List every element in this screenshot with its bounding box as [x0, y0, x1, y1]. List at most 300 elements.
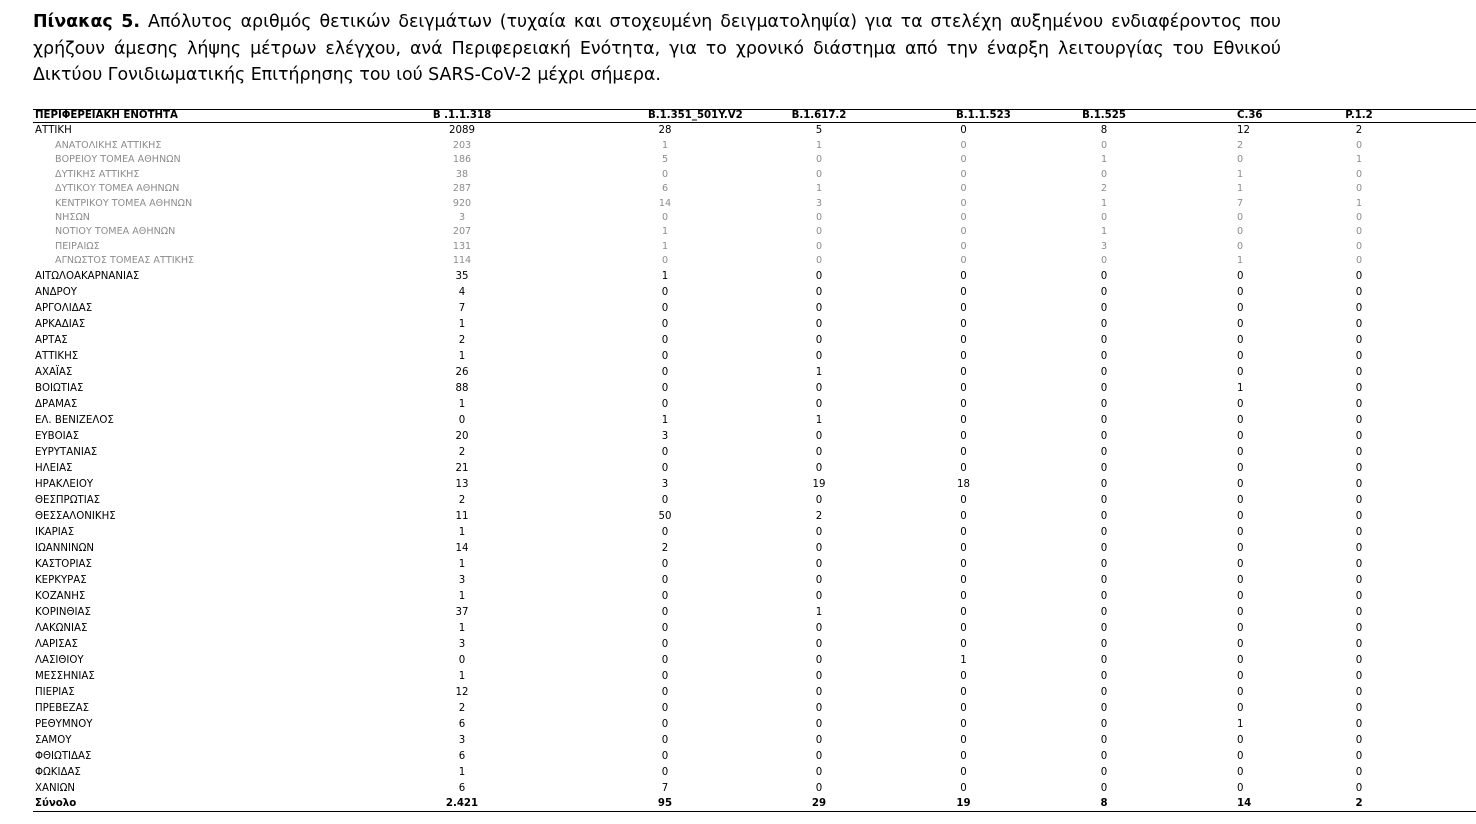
cell-b1351: 0 — [661, 638, 669, 650]
caption-lead: Πίνακας 5. — [33, 12, 140, 32]
cell-b1351: 0 — [661, 606, 669, 618]
cell-b11523: 1 — [960, 654, 967, 666]
sub-region-row — [33, 168, 1476, 182]
cell-b11523: 0 — [960, 462, 967, 474]
cell-region: ΚΕΡΚΥΡΑΣ — [35, 574, 87, 586]
cell-c36: 0 — [1237, 334, 1244, 346]
cell-p12: 2 — [1242, 797, 1476, 812]
cell-b1525: 8 — [1100, 125, 1108, 136]
cell-b1525: 0 — [1100, 302, 1108, 314]
cell-b1351: 3 — [661, 430, 669, 442]
table-row — [33, 269, 1476, 285]
table-row — [33, 557, 1476, 573]
cell-b1525: 0 — [1100, 398, 1108, 410]
cell-b16172: 29 — [682, 797, 956, 812]
cell-b11523: 0 — [960, 255, 967, 267]
cell-b1525: 0 — [1100, 270, 1108, 282]
cell-b11523: 0 — [960, 606, 967, 618]
cell-b11523: 0 — [960, 366, 967, 378]
cell-p12: 0 — [1355, 240, 1363, 252]
cell-p12: 0 — [1355, 302, 1363, 314]
cell-region: ΘΕΣΠΡΩΤΙΑΣ — [35, 494, 101, 506]
cell-b1351: 1 — [661, 414, 669, 426]
cell-b1351: 14 — [658, 197, 672, 209]
cell-b11318: 203 — [452, 140, 472, 151]
cell-b11523: 0 — [960, 638, 967, 650]
cell-region: ΑΡΓΟΛΙΔΑΣ — [35, 302, 93, 314]
cell-c36: 0 — [1237, 670, 1244, 682]
cell-b16172: 0 — [815, 654, 823, 666]
cell-b1525: 0 — [1100, 414, 1108, 426]
header-b11523: Β.1.1.523 — [956, 110, 1011, 121]
cell-b1525: 0 — [1100, 766, 1108, 778]
table-row — [33, 509, 1476, 525]
cell-b1525: 0 — [1100, 734, 1108, 746]
cell-c36: 0 — [1237, 302, 1244, 314]
cell-b11523: 0 — [960, 430, 967, 442]
table-header — [33, 110, 1476, 123]
table-row — [33, 637, 1476, 653]
cell-b11318: 1 — [458, 526, 466, 538]
cell-b1525: 0 — [1100, 478, 1108, 490]
cell-c36: 0 — [1237, 286, 1244, 298]
cell-b16172: 1 — [815, 183, 823, 195]
cell-p12: 0 — [1355, 526, 1363, 538]
cell-b1525: 0 — [1100, 622, 1108, 634]
cell-b1525: 1 — [1100, 197, 1108, 209]
cell-p12: 0 — [1355, 590, 1363, 602]
cell-b16172: 5 — [815, 125, 823, 136]
cell-b1525: 0 — [1100, 494, 1108, 506]
cell-b1351: 0 — [661, 302, 669, 314]
cell-c36: 0 — [1237, 366, 1244, 378]
cell-b16172: 0 — [815, 734, 823, 746]
cell-b11318: 6 — [458, 750, 466, 762]
cell-b11523: 0 — [960, 350, 967, 362]
cell-b11318: 131 — [452, 240, 472, 252]
cell-b11318: 1 — [458, 766, 466, 778]
cell-b1351: 0 — [661, 212, 669, 224]
cell-region: ΚΟΡΙΝΘΙΑΣ — [35, 606, 91, 618]
cell-b11318: 0 — [458, 414, 466, 426]
cell-b16172: 0 — [815, 494, 823, 506]
cell-b1525: 1 — [1100, 154, 1108, 166]
cell-b16172: 0 — [815, 750, 823, 762]
cell-b1351: 0 — [661, 286, 669, 298]
cell-b11318: 88 — [455, 382, 469, 394]
cell-region: ΜΕΣΣΗΝΙΑΣ — [35, 670, 95, 682]
cell-region: ΕΥΡΥΤΑΝΙΑΣ — [35, 446, 98, 458]
table-row — [33, 765, 1476, 781]
cell-b11318: 114 — [452, 255, 472, 267]
table-row — [33, 445, 1476, 461]
cell-c36: 1 — [1237, 168, 1244, 180]
cell-p12: 0 — [1355, 622, 1363, 634]
cell-region: ΗΛΕΙΑΣ — [35, 462, 73, 474]
cell-p12: 0 — [1355, 414, 1363, 426]
sub-region-row — [33, 225, 1476, 239]
cell-region: ΑΧΑΪΑΣ — [35, 366, 73, 378]
cell-p12: 0 — [1355, 654, 1363, 666]
cell-b16172: 0 — [815, 766, 823, 778]
cell-b16172: 0 — [815, 382, 823, 394]
cell-b11318: 920 — [452, 197, 472, 209]
cell-b11318: 1 — [458, 350, 466, 362]
cell-c36: 0 — [1237, 558, 1244, 570]
cell-c36: 0 — [1237, 446, 1244, 458]
cell-b16172: 0 — [815, 590, 823, 602]
cell-p12: 0 — [1355, 558, 1363, 570]
sub-region-row — [33, 197, 1476, 211]
cell-b1351: 0 — [661, 350, 669, 362]
cell-p12: 0 — [1355, 494, 1363, 506]
cell-region: ΑΤΤΙΚΗ — [35, 125, 72, 136]
cell-b16172: 0 — [815, 782, 823, 794]
cell-region: ΑΡΚΑΔΙΑΣ — [35, 318, 86, 330]
cell-b16172: 0 — [815, 702, 823, 714]
cell-c36: 0 — [1237, 430, 1244, 442]
cell-p12: 1 — [1355, 154, 1363, 166]
cell-region: Σύνολο — [33, 797, 276, 812]
cell-p12: 0 — [1355, 478, 1363, 490]
cell-p12: 1 — [1355, 197, 1363, 209]
cell-c36: 2 — [1237, 140, 1244, 151]
cell-b11318: 12 — [455, 686, 469, 698]
cell-p12: 0 — [1355, 270, 1363, 282]
table-row — [33, 301, 1476, 317]
cell-c36: 0 — [1237, 766, 1244, 778]
cell-region: ΝΟΤΙΟΥ ΤΟΜΕΑ ΑΘΗΝΩΝ — [55, 226, 176, 238]
cell-b16172: 0 — [815, 638, 823, 650]
cell-b1525: 0 — [1100, 718, 1108, 730]
table-row — [33, 749, 1476, 765]
cell-b16172: 0 — [815, 212, 823, 224]
cell-c36: 0 — [1237, 350, 1244, 362]
cell-region: ΦΘΙΩΤΙΔΑΣ — [35, 750, 92, 762]
cell-p12: 0 — [1355, 226, 1363, 238]
cell-region: ΠΡΕΒΕΖΑΣ — [35, 702, 90, 714]
cell-b1351: 0 — [661, 734, 669, 746]
cell-b1351: 3 — [661, 478, 669, 490]
cell-b11318: 38 — [455, 168, 469, 180]
cell-b1351: 1 — [661, 270, 669, 282]
cell-c36: 0 — [1237, 606, 1244, 618]
cell-b11523: 0 — [960, 240, 967, 252]
cell-b16172: 1 — [815, 140, 823, 151]
cell-b1525: 0 — [1100, 212, 1108, 224]
cell-p12: 0 — [1355, 606, 1363, 618]
header-region: ΠΕΡΙΦΕΡΕΙΑΚΗ ΕΝΟΤΗΤΑ — [33, 110, 276, 123]
cell-b1351: 0 — [661, 750, 669, 762]
cell-b1351: 0 — [661, 558, 669, 570]
cell-b11523: 18 — [957, 478, 970, 490]
cell-b11318: 2 — [458, 494, 466, 506]
cell-p12: 0 — [1355, 334, 1363, 346]
cell-c36: 0 — [1237, 654, 1244, 666]
cell-b11523: 0 — [960, 414, 967, 426]
table-row — [33, 477, 1476, 493]
cell-region: ΛΑΣΙΘΙΟΥ — [35, 654, 84, 666]
cell-b11318: 1 — [458, 622, 466, 634]
cell-b11318: 2 — [458, 702, 466, 714]
cell-b11318: 6 — [458, 782, 466, 794]
cell-p12: 0 — [1355, 430, 1363, 442]
cell-b11318: 20 — [455, 430, 469, 442]
cell-b1525: 0 — [1100, 750, 1108, 762]
cell-region: ΚΟΖΑΝΗΣ — [35, 590, 86, 602]
cell-b1525: 0 — [1100, 286, 1108, 298]
cell-b16172: 0 — [815, 462, 823, 474]
cell-c36: 1 — [1237, 183, 1244, 195]
cell-p12: 0 — [1355, 286, 1363, 298]
cell-c36: 0 — [1237, 734, 1244, 746]
cell-p12: 0 — [1355, 542, 1363, 554]
cell-b16172: 0 — [815, 430, 823, 442]
cell-c36: 0 — [1237, 318, 1244, 330]
header-b1351: Β.1.351_501Y.V2 — [648, 110, 743, 121]
cell-c36: 0 — [1237, 574, 1244, 586]
cell-b11523: 0 — [960, 702, 967, 714]
cell-b1351: 0 — [661, 446, 669, 458]
cell-b1351: 5 — [661, 154, 669, 166]
cell-b1351: 1 — [661, 226, 669, 238]
cell-c36: 0 — [1237, 462, 1244, 474]
cell-b16172: 0 — [815, 718, 823, 730]
cell-p12: 0 — [1355, 212, 1363, 224]
cell-b11523: 0 — [960, 197, 967, 209]
cell-p12: 0 — [1355, 350, 1363, 362]
cell-b11318: 1 — [458, 590, 466, 602]
cell-b1351: 0 — [661, 398, 669, 410]
cell-p12: 0 — [1355, 510, 1363, 522]
table-row — [33, 525, 1476, 541]
table-row — [33, 413, 1476, 429]
cell-c36: 0 — [1237, 212, 1244, 224]
cell-region: ΧΑΝΙΩΝ — [35, 782, 75, 794]
cell-region: ΙΚΑΡΙΑΣ — [35, 526, 75, 538]
cell-p12: 0 — [1355, 734, 1363, 746]
cell-c36: 0 — [1237, 702, 1244, 714]
cell-b11523: 0 — [960, 286, 967, 298]
caption-text: Απόλυτος αριθμός θετικών δειγμάτων (τυχαία και στοχευμένη δειγματοληψία) για τα στελέχη αυξημένου ενδιαφέροντος που χρήζουν άμεσης λήψης μέτρων ελέγχου, ανά Περιφερειακή Ενότητα, για το χρονικό διάστημα από την έναρξη λειτουργίας του Εθνικού Δικτύου Γονιδιωματικής Επιτήρησης του ιού SARS-CoV-2 μέχρι σήμερα. — [33, 12, 1281, 85]
cell-b11318: 6 — [458, 718, 466, 730]
cell-b1525: 0 — [1100, 558, 1108, 570]
table-row — [33, 573, 1476, 589]
cell-p12: 2 — [1355, 125, 1363, 136]
cell-p12: 0 — [1355, 670, 1363, 682]
cell-b1525: 0 — [1100, 670, 1108, 682]
cell-b1351: 0 — [661, 702, 669, 714]
table-row — [33, 605, 1476, 621]
cell-region: ΙΩΑΝΝΙΝΩΝ — [35, 542, 95, 554]
cell-c36: 0 — [1237, 638, 1244, 650]
cell-p12: 0 — [1355, 718, 1363, 730]
cell-b16172: 1 — [815, 414, 823, 426]
cell-p12: 0 — [1355, 183, 1363, 195]
cell-b1525: 0 — [1100, 334, 1108, 346]
cell-b1525: 8 — [971, 797, 1237, 812]
cell-b11523: 0 — [960, 718, 967, 730]
cell-b1351: 28 — [658, 125, 672, 136]
cell-b1525: 0 — [1100, 542, 1108, 554]
cell-region: ΣΑΜΟΥ — [35, 734, 72, 746]
cell-b16172: 0 — [815, 154, 823, 166]
table-row — [33, 701, 1476, 717]
cell-c36: 0 — [1237, 750, 1244, 762]
cell-region: ΔΥΤΙΚΟΥ ΤΟΜΕΑ ΑΘΗΝΩΝ — [55, 183, 180, 195]
cell-b16172: 2 — [815, 510, 823, 522]
cell-b11523: 0 — [960, 168, 967, 180]
cell-b11318: 7 — [458, 302, 466, 314]
table-row — [33, 349, 1476, 365]
cell-region: ΛΑΡΙΣΑΣ — [35, 638, 78, 650]
cell-b11523: 0 — [960, 670, 967, 682]
cell-b16172: 0 — [815, 226, 823, 238]
cell-b11523: 0 — [960, 558, 967, 570]
cell-b1351: 0 — [661, 670, 669, 682]
cell-b1525: 0 — [1100, 638, 1108, 650]
cell-b11318: 186 — [452, 154, 472, 166]
cell-b11523: 0 — [960, 766, 967, 778]
cell-b11318: 13 — [455, 478, 469, 490]
cell-c36: 0 — [1237, 226, 1244, 238]
table-row — [33, 365, 1476, 381]
cell-p12: 0 — [1355, 318, 1363, 330]
cell-b1351: 0 — [661, 255, 669, 267]
cell-region: ΑΓΝΩΣΤΟΣ ΤΟΜΕΑΣ ΑΤΤΙΚΗΣ — [55, 255, 195, 267]
cell-region: ΒΟΡΕΙΟΥ ΤΟΜΕΑ ΑΘΗΝΩΝ — [55, 154, 181, 166]
cell-b1351: 0 — [661, 494, 669, 506]
cell-b11523: 19 — [956, 797, 971, 812]
header-b11318: Β .1.1.318 — [276, 110, 648, 123]
cell-b11523: 0 — [960, 526, 967, 538]
cell-b1525: 0 — [1100, 606, 1108, 618]
cell-b16172: 3 — [815, 197, 823, 209]
cell-region: ΒΟΙΩΤΙΑΣ — [35, 382, 84, 394]
cell-p12: 0 — [1355, 702, 1363, 714]
cell-b11523: 0 — [960, 183, 967, 195]
table-row — [33, 493, 1476, 509]
cell-c36: 0 — [1237, 542, 1244, 554]
cell-p12: 0 — [1355, 574, 1363, 586]
cell-c36: 0 — [1237, 240, 1244, 252]
cell-c36: 0 — [1237, 510, 1244, 522]
cell-c36: 7 — [1237, 197, 1244, 209]
cell-b16172: 0 — [815, 350, 823, 362]
header-b1525: Β.1.525 — [971, 110, 1237, 123]
cell-p12: 0 — [1355, 366, 1363, 378]
cell-b1351: 0 — [661, 318, 669, 330]
cell-b16172: 0 — [815, 302, 823, 314]
cell-region: ΠΕΙΡΑΙΩΣ — [55, 240, 100, 252]
cell-b11523: 0 — [960, 542, 967, 554]
cell-region: ΔΥΤΙΚΗΣ ΑΤΤΙΚΗΣ — [55, 168, 140, 180]
cell-b1351: 0 — [661, 526, 669, 538]
cell-b11318: 1 — [458, 558, 466, 570]
table-body — [33, 123, 1476, 812]
cell-region: ΝΗΣΩΝ — [55, 212, 90, 224]
cell-region: ΕΛ. ΒΕΝΙΖΕΛΟΣ — [35, 414, 114, 426]
cell-region: ΘΕΣΣΑΛΟΝΙΚΗΣ — [35, 510, 116, 522]
cell-b11318: 1 — [458, 670, 466, 682]
sub-region-row — [33, 153, 1476, 167]
cell-b11523: 0 — [960, 270, 967, 282]
cell-c36: 0 — [1237, 782, 1244, 794]
cell-b11523: 0 — [960, 398, 967, 410]
cell-c36: 0 — [1237, 494, 1244, 506]
cell-b1525: 0 — [1100, 702, 1108, 714]
cell-b11318: 0 — [458, 654, 466, 666]
cell-b11523: 0 — [960, 510, 967, 522]
cell-b11523: 0 — [960, 212, 967, 224]
cell-b11318: 3 — [458, 734, 466, 746]
cell-b16172: 0 — [815, 286, 823, 298]
cell-region: ΕΥΒΟΙΑΣ — [35, 430, 80, 442]
cell-b1351: 0 — [661, 766, 669, 778]
cell-c36: 0 — [1237, 398, 1244, 410]
cell-b1525: 3 — [1100, 240, 1108, 252]
cell-b11523: 0 — [960, 226, 967, 238]
cell-b11523: 0 — [960, 734, 967, 746]
cell-b1525: 0 — [1100, 140, 1108, 151]
table-row — [33, 461, 1476, 477]
cell-b1351: 0 — [661, 462, 669, 474]
cell-p12: 0 — [1355, 255, 1363, 267]
cell-b11523: 0 — [960, 494, 967, 506]
cell-b11318: 3 — [458, 638, 466, 650]
cell-region: ΚΑΣΤΟΡΙΑΣ — [35, 558, 92, 570]
cell-c36: 0 — [1237, 154, 1244, 166]
cell-p12: 0 — [1355, 140, 1363, 151]
cell-b1525: 2 — [1100, 183, 1108, 195]
cell-b1525: 0 — [1100, 654, 1108, 666]
cell-region: ΑΡΤΑΣ — [35, 334, 68, 346]
cell-region: ΦΩΚΙΔΑΣ — [35, 766, 81, 778]
cell-b11523: 0 — [960, 154, 967, 166]
cell-p12: 0 — [1355, 686, 1363, 698]
cell-b11523: 0 — [960, 334, 967, 346]
sub-region-row — [33, 254, 1476, 268]
table-row — [33, 541, 1476, 557]
cell-b11318: 14 — [455, 542, 469, 554]
cell-b16172: 0 — [815, 334, 823, 346]
cell-p12: 0 — [1355, 168, 1363, 180]
table-row — [33, 621, 1476, 637]
cell-b16172: 0 — [815, 622, 823, 634]
table-row — [33, 285, 1476, 301]
cell-b16172: 0 — [815, 670, 823, 682]
cell-b1525: 0 — [1100, 574, 1108, 586]
table-row — [33, 781, 1476, 797]
cell-b1525: 0 — [1100, 590, 1108, 602]
table-row — [33, 669, 1476, 685]
cell-c36: 1 — [1237, 718, 1244, 730]
sub-region-row — [33, 240, 1476, 254]
cell-p12: 0 — [1355, 398, 1363, 410]
cell-b1525: 0 — [1100, 168, 1108, 180]
cell-b16172: 0 — [815, 318, 823, 330]
cell-b11523: 0 — [960, 446, 967, 458]
cell-region: ΠΙΕΡΙΑΣ — [35, 686, 75, 698]
cell-b1525: 0 — [1100, 510, 1108, 522]
cell-c36: 0 — [1237, 622, 1244, 634]
cell-b1525: 0 — [1100, 382, 1108, 394]
cell-b11523: 0 — [960, 750, 967, 762]
table-row — [33, 589, 1476, 605]
cell-b16172: 0 — [815, 542, 823, 554]
cell-region: ΚΕΝΤΡΙΚΟΥ ΤΟΜΕΑ ΑΘΗΝΩΝ — [55, 197, 193, 209]
cell-b1525: 0 — [1100, 318, 1108, 330]
